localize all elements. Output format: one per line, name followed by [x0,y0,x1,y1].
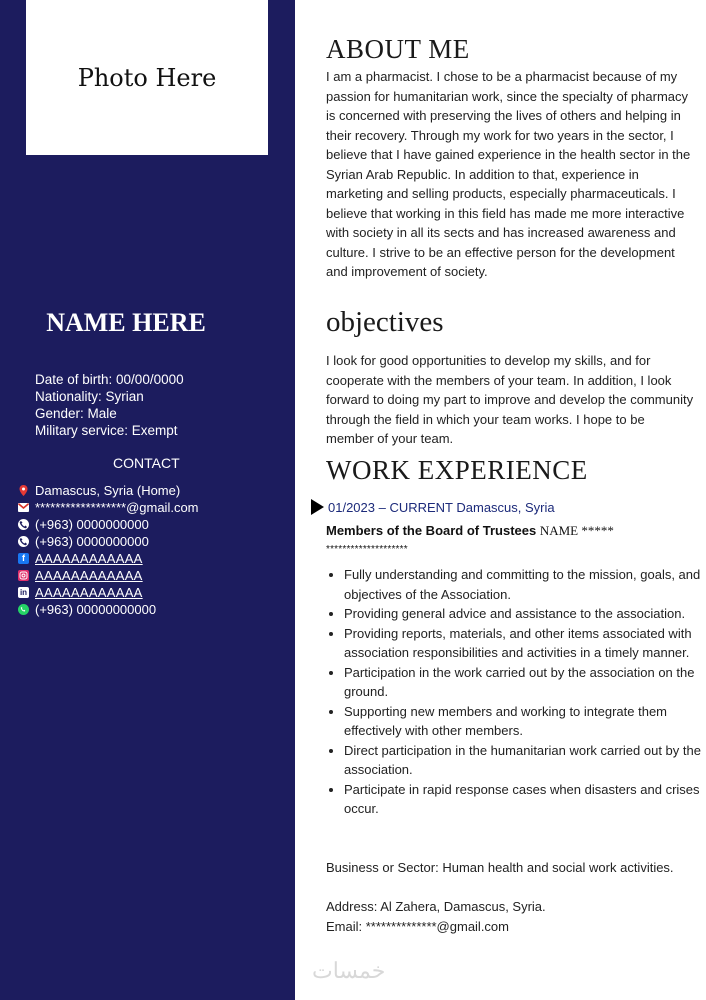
work-email: Email: **************@gmail.com [326,919,509,934]
photo-placeholder-label: Photo Here [77,63,217,92]
contact-linkedin[interactable] [18,584,199,601]
info-gender: Gender: Male [35,406,117,421]
list-item: • Direct participation in the humanitarian work carried out by the association. [344,741,706,780]
info-birth-date: Date of birth: 00/00/0000 [35,372,184,387]
contact-instagram-link[interactable]: AAAAAAAAAAAA [35,568,143,583]
contact-phone-1-text: (+963) 0000000000 [35,517,149,532]
contact-email-text: ******************@gmail.com [35,500,199,515]
email-icon [18,502,29,513]
business-sector: Business or Sector: Human health and social work activities. [326,860,674,875]
phone-icon [18,519,29,530]
list-item: • Participate in rapid response cases when disasters and crises occur. [344,780,706,819]
contact-phone-2-text: (+963) 0000000000 [35,534,149,549]
job-period [311,499,555,515]
work-address: Address: Al Zahera, Damascus, Syria. [326,899,546,914]
contact-phone-1[interactable] [18,516,199,533]
contact-address [18,482,199,499]
contact-list [18,482,199,618]
sidebar [0,0,295,1000]
about-heading: ABOUT ME [326,34,470,64]
facebook-icon: f [18,553,29,564]
contact-whatsapp-text: (+963) 00000000000 [35,602,157,617]
list-item: • Providing general advice and assistance to the association. [344,604,706,624]
list-item: • Participation in the work carried out by the association on the ground. [344,663,706,702]
arrow-right-icon [311,499,324,515]
person-name: NAME HERE [46,308,206,337]
watermark: خمسات [312,958,386,983]
job-period-text: 01/2023 – CURRENT Damascus, Syria [328,499,555,515]
contact-facebook[interactable] [18,550,199,567]
objectives-heading: objectives [326,306,444,338]
duties-list [326,565,706,819]
list-item: • Fully understanding and committing to the mission, goals, and objectives of the Association. [344,565,706,604]
job-title-text: Members of the Board of Trustees [326,523,537,538]
list-item: • Providing reports, materials, and other items associated with association responsibilities and activities in a timely manner. [344,624,706,663]
photo-placeholder [26,0,268,155]
job-organization-masked: ******************** [326,544,408,555]
contact-facebook-link[interactable]: AAAAAAAAAAAA [35,551,143,566]
instagram-icon [18,570,29,581]
work-experience-heading: WORK EXPERIENCE [326,455,588,485]
contact-address-text: Damascus, Syria (Home) [35,483,181,498]
contact-whatsapp[interactable] [18,601,199,618]
contact-linkedin-link[interactable]: AAAAAAAAAAAA [35,585,143,600]
linkedin-icon: in [19,588,28,597]
info-military-service: Military service: Exempt [35,423,178,438]
personal-info [35,371,184,439]
whatsapp-icon [18,604,29,615]
about-text: I am a pharmacist. I chose to be a pharmacist because of my passion for humanitarian work, since the specialty of pharmacy is concerned with preserving the lives of others and helping in their recovery. Through my work for two years in the sector, I believe that I have gained experience in the health sector in the Syrian Arab Republic. In addition to that, experience in marketing and selling products, especially pharmaceuticals. I believe that working in this field has made me more interactive with society in all its sects and has increased awareness and culture. I strive to be an effective person for the development and improvement of society. [326,69,691,279]
job-organization: NAME ***** [539,523,614,538]
list-item: • Supporting new members and working to integrate them effectively with other members. [344,702,706,741]
job-title [326,523,614,539]
contact-phone-2[interactable] [18,533,199,550]
contact-heading: CONTACT [113,455,180,471]
objectives-text: I look for good opportunities to develop my skills, and for cooperate with the members of your team. In addition, I look forward to doing my part to improve and develop the community through the field in which your team works. I hope to be member of your team. [326,353,694,446]
location-pin-icon [18,485,29,496]
contact-email[interactable] [18,499,199,516]
info-nationality: Nationality: Syrian [35,389,144,404]
contact-instagram[interactable] [18,567,199,584]
phone-icon [18,536,29,547]
